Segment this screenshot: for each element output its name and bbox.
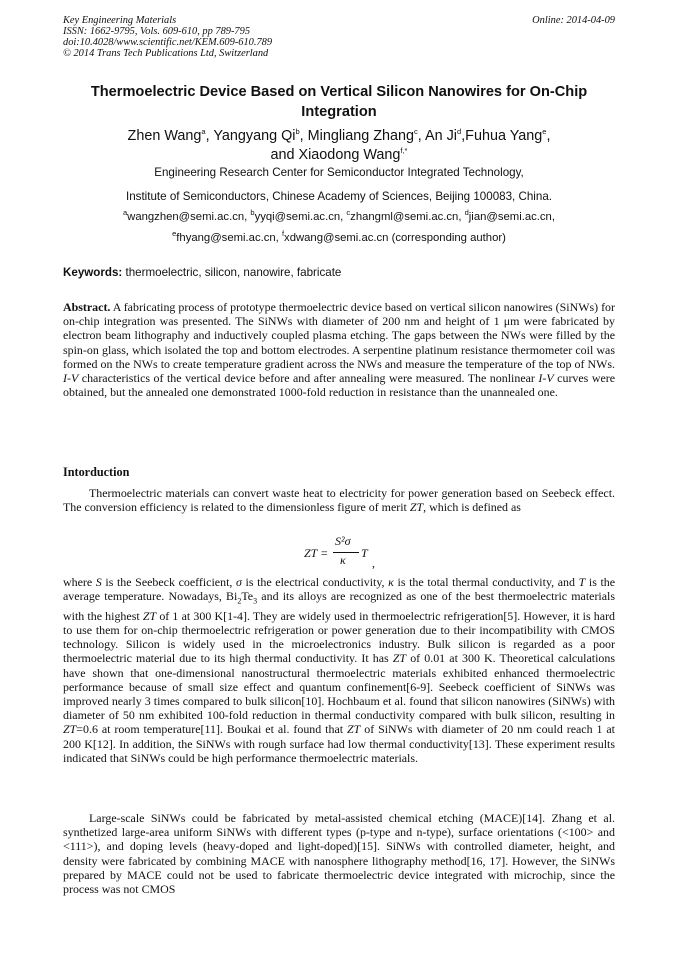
affiliation-line-1: Engineering Research Center for Semiconductor Integrated Technology, <box>154 166 524 179</box>
author-name: and Xiaodong Wang <box>270 147 401 163</box>
author-name: Fuhua Yang <box>465 128 543 144</box>
email-address: wangzhen@semi.ac.cn, <box>127 211 248 223</box>
intro-paragraph-2: where S is the Seebeck coefficient, σ is the electrical conductivity, κ is the total thermal conductivity, and T is the average temperature. Nowadays, $Bi_2Te_3$ and its alloys are recognized as one of the best thermoelectric materials with the highest ZT of 1 at 300 K[1-4]. They are widely used in thermoelectric refrigeration[5]. However, it is hard to use them for on-chip thermoelectric refrigeration or power generation due to their incompatibility with CMOS technology. Silicon is widely used in the microelectronics industry. Bulk silicon is regarded as a poor thermoelectric material due to its high thermal conductivity. It has ZT of 0.01 at 300 K. Theoretical calculations have shown that one-dimensional nanostructural thermoelectric materials exhibited enhanced thermoelectric performance because of small size effect and quantum confinement[6-9]. Seebeck coefficient of SiNWs was improved nearly 3 times compared to bulk silicon[10]. Hochbaum et al. found that silicon nanowires (SiNWs) with diameter of 50 nm exhibited 100-fold reduction in thermal conductivity compared with bulk silicon, resulting in ZT=0.6 at room temperature[11]. Boukai et al. found that ZT of SiNWs with diameter of 20 nm could reach 1 at 200 K[12]. In addition, the SiNWs with rough surface had low thermal conductivity[13]. These experiment results indicated that SiNWs could be high performance thermoelectric materials. <box>63 575 616 765</box>
email-address: xdwang@semi.ac.cn (corresponding author) <box>284 232 506 244</box>
author-name: Mingliang Zhang <box>307 128 415 144</box>
journal-header <box>63 15 272 59</box>
email-line-1: $^a$wangzhen@semi.ac.cn, $^b$yyqi@semi.ac.cn, $^c$zhangml@semi.ac.cn, $^d$jian@semi.ac.cn, <box>123 208 555 223</box>
equation-zt: ZT = S²σ κ T , <box>304 534 375 570</box>
email-address: zhangml@semi.ac.cn, <box>350 211 462 223</box>
author-name: Yangyang Qi <box>213 128 296 144</box>
copyright-line: © 2014 Trans Tech Publications Ltd, Switzerland <box>63 48 269 59</box>
abstract: Abstract. A fabricating process of prototype thermoelectric device based on vertical silicon nanowires (SiNWs) for on-chip integration was presented. The SiNWs with diameter of 200 nm and height of 1 μm were fabricated by electron beam lithography and inductively coupled plasma etching. The gaps between the NWs were filled by the spin-on glass, which isolated the top and bottom electrodes. A serpentine platinum resistance thermometer coil was formed on the NWs to create temperature gradient across the NWs and measure the temperature of the top of NWs. I-V characteristics of the vertical device before and after annealing were measured. The nonlinear I-V curves were obtained, but the annealed one demonstrated 1000-fold reduction in resistance than the unannealed one. <box>63 300 616 400</box>
issn-line: ISSN: 1662-9795, Vols. 609-610, pp 789-795 <box>63 26 251 37</box>
doi-line: doi:10.4028/www.scientific.net/KEM.609-610.789 <box>63 37 273 48</box>
email-address: fhyang@semi.ac.cn, <box>176 232 279 244</box>
author-name: Zhen Wang <box>127 128 202 144</box>
intro-paragraph-1: Thermoelectric materials can convert waste heat to electricity for power generation based on Seebeck effect. The conversion efficiency is related to the dimensionless figure of merit ZT, which is defined as <box>63 486 615 515</box>
author-name: An Ji <box>425 128 457 144</box>
email-address: jian@semi.ac.cn, <box>468 211 555 223</box>
abstract-label: Abstract. <box>63 300 111 314</box>
keywords <box>63 266 341 279</box>
keywords-text: thermoelectric, silicon, nanowire, fabricate <box>125 266 342 279</box>
email-address: yyqi@semi.ac.cn, <box>254 211 344 223</box>
affiliation-line-2: Institute of Semiconductors, Chinese Academy of Sciences, Beijing 100083, China. <box>126 190 552 203</box>
keywords-label: Keywords: <box>63 266 123 279</box>
journal-name: Key Engineering Materials <box>63 15 177 26</box>
section-heading: Intorduction <box>63 465 130 479</box>
paper-title: Thermoelectric Device Based on Vertical Silicon Nanowires for On-Chip Integration <box>90 84 588 120</box>
online-date: Online: 2014-04-09 <box>532 15 615 26</box>
intro-paragraph-3: Large-scale SiNWs could be fabricated by metal-assisted chemical etching (MACE)[14]. Zhang et al. synthetized large-area uniform SiNWs with different types (p-type and n-type), surface orientations (<100> and <111>), and doping levels (heavy-doped and light-doped)[15]. SiNWs with controlled diameter, height, and density were fabricated by combining MACE with nanosphere lithography method[16, 17]. However, the SiNWs prepared by MACE could not be used to fabricate thermoelectric device integrated with microchip, since the process was not CMOS <box>63 811 615 897</box>
email-line-2: $^e$fhyang@semi.ac.cn, $^f$xdwang@semi.ac.cn (corresponding author) <box>172 229 506 244</box>
author-list: Zhen Wang$^a$, Yangyang Qi$^b$, Mingliang Zhang$^c$, An Ji$^d$,Fuhua Yang$^e$, and Xiaodong Wang$^{f,*}$ <box>127 127 551 163</box>
